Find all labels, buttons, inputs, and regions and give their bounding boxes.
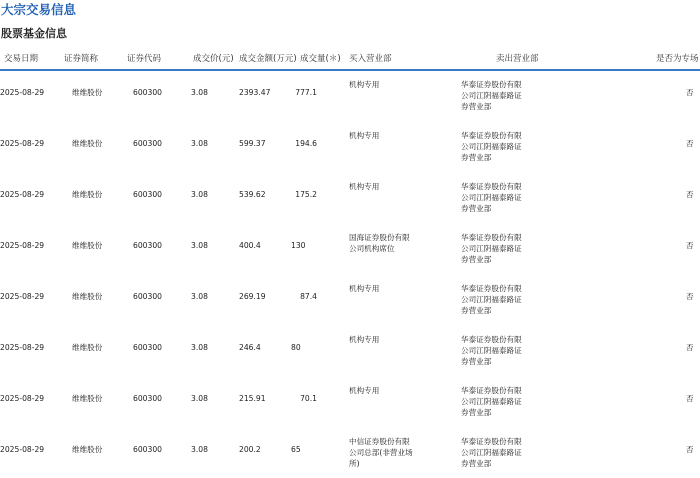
security-name: 维维股份: [72, 139, 103, 148]
buyer-branch: 机构专用: [349, 284, 380, 293]
trade-volume: 65: [291, 445, 301, 454]
special-flag: 否: [686, 343, 694, 352]
trade-amount: 200.2: [239, 445, 261, 454]
trade-price: 3.08: [191, 394, 208, 403]
header-name[interactable]: 证券简称: [64, 54, 99, 64]
page-title: 大宗交易信息: [1, 2, 77, 17]
table-row: [0, 376, 700, 427]
trade-date: 2025-08-29: [0, 88, 45, 97]
trade-price: 3.08: [191, 343, 208, 352]
seller-branch: 华泰证券股份有限公司江阴福泰路证券营业部: [461, 233, 522, 264]
buyer-branch: 机构专用: [349, 386, 380, 395]
trade-amount: 599.37: [239, 139, 266, 148]
table-header: [0, 51, 700, 71]
security-name: 维维股份: [72, 394, 103, 403]
trade-amount: 400.4: [239, 241, 261, 250]
table-row: [0, 223, 700, 274]
trade-date: 2025-08-29: [0, 445, 45, 454]
trade-amount: 539.62: [239, 190, 266, 199]
special-flag: 否: [686, 445, 694, 454]
buyer-branch: 机构专用: [349, 131, 380, 140]
security-code: 600300: [133, 190, 162, 199]
header-buyer[interactable]: 买入营业部: [349, 54, 392, 64]
security-name: 维维股份: [72, 343, 103, 352]
seller-branch: 华泰证券股份有限公司江阴福泰路证券营业部: [461, 437, 522, 468]
special-flag: 否: [686, 139, 694, 148]
buyer-branch: 机构专用: [349, 80, 380, 89]
special-flag: 否: [686, 241, 694, 250]
trade-volume: 80: [291, 343, 301, 352]
header-special[interactable]: 是否为专场: [656, 54, 699, 64]
trade-volume: 70.1: [300, 394, 317, 403]
trade-volume: 130: [291, 241, 306, 250]
trade-date: 2025-08-29: [0, 241, 45, 250]
security-name: 维维股份: [72, 445, 103, 454]
section-title: 股票基金信息: [1, 27, 67, 40]
security-name: 维维股份: [72, 241, 103, 250]
buyer-branch: 中信证券股份有限公司总部(非营业场所): [349, 437, 413, 468]
trade-amount: 269.19: [239, 292, 266, 301]
trade-amount: 2393.47: [239, 88, 271, 97]
trade-date: 2025-08-29: [0, 139, 45, 148]
trade-date: 2025-08-29: [0, 190, 45, 199]
trade-price: 3.08: [191, 445, 208, 454]
security-code: 600300: [133, 394, 162, 403]
special-flag: 否: [686, 292, 694, 301]
trade-date: 2025-08-29: [0, 343, 45, 352]
trade-price: 3.08: [191, 139, 208, 148]
seller-branch: 华泰证券股份有限公司江阴福泰路证券营业部: [461, 182, 522, 213]
security-name: 维维股份: [72, 88, 103, 97]
table-row: [0, 172, 700, 223]
trade-date: 2025-08-29: [0, 394, 45, 403]
seller-branch: 华泰证券股份有限公司江阴福泰路证券营业部: [461, 386, 522, 417]
buyer-branch: 机构专用: [349, 335, 380, 344]
seller-branch: 华泰证券股份有限公司江阴福泰路证券营业部: [461, 335, 522, 366]
header-volume[interactable]: 成交量(＊): [300, 54, 341, 64]
table-row: [0, 121, 700, 172]
table-row: [0, 70, 700, 121]
security-name: 维维股份: [72, 190, 103, 199]
trade-amount: 246.4: [239, 343, 261, 352]
security-name: 维维股份: [72, 292, 103, 301]
trade-amount: 215.91: [239, 394, 266, 403]
security-code: 600300: [133, 343, 162, 352]
security-code: 600300: [133, 139, 162, 148]
trade-price: 3.08: [191, 190, 208, 199]
trade-volume: 777.1: [295, 88, 317, 97]
trade-price: 3.08: [191, 292, 208, 301]
header-date[interactable]: 交易日期: [4, 54, 39, 64]
header-code[interactable]: 证券代码: [127, 54, 162, 64]
trade-volume: 194.6: [295, 139, 317, 148]
trade-volume: 87.4: [300, 292, 317, 301]
security-code: 600300: [133, 292, 162, 301]
security-code: 600300: [133, 241, 162, 250]
table-row: [0, 274, 700, 325]
header-seller[interactable]: 卖出营业部: [496, 54, 539, 64]
special-flag: 否: [686, 190, 694, 199]
table-row: [0, 427, 700, 478]
special-flag: 否: [686, 394, 694, 403]
buyer-branch: 国海证券股份有限公司机构席位: [349, 233, 410, 253]
security-code: 600300: [133, 445, 162, 454]
seller-branch: 华泰证券股份有限公司江阴福泰路证券营业部: [461, 80, 522, 111]
special-flag: 否: [686, 88, 694, 97]
seller-branch: 华泰证券股份有限公司江阴福泰路证券营业部: [461, 284, 522, 315]
trade-volume: 175.2: [295, 190, 317, 199]
seller-branch: 华泰证券股份有限公司江阴福泰路证券营业部: [461, 131, 522, 162]
buyer-branch: 机构专用: [349, 182, 380, 191]
header-price[interactable]: 成交价(元): [193, 54, 234, 64]
trade-price: 3.08: [191, 88, 208, 97]
trade-date: 2025-08-29: [0, 292, 45, 301]
header-amount[interactable]: 成交金额(万元): [239, 54, 297, 64]
trade-price: 3.08: [191, 241, 208, 250]
security-code: 600300: [133, 88, 162, 97]
table-row: [0, 325, 700, 376]
